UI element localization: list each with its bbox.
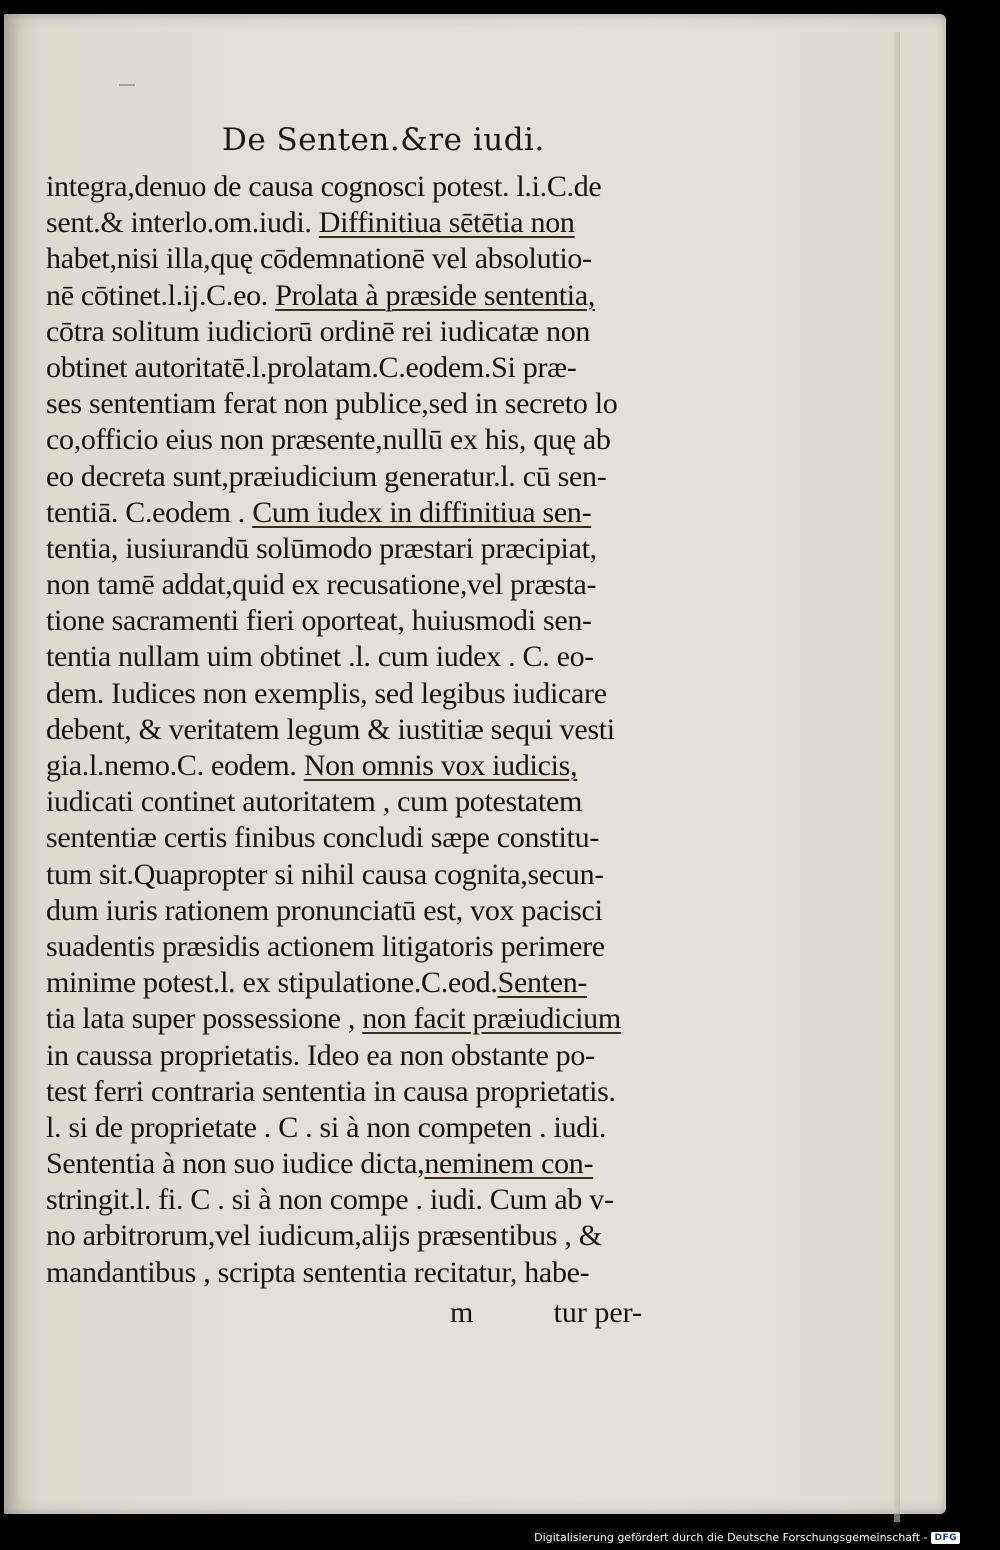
- text-line: [46, 748, 686, 784]
- text-segment: tione sacramenti fieri oporteat, huiusmodi sen-: [46, 604, 592, 638]
- text-segment: eo decreta sunt,præiudicium generatur.l. cū sen-: [46, 459, 607, 493]
- text-segment: test ferri contraria sententia in causa proprietatis.: [46, 1074, 616, 1108]
- text-segment: stringit.l. fi. C . si à non compe . iudi. Cum ab v-: [46, 1183, 614, 1217]
- text-line: [46, 1074, 686, 1110]
- text-line: [46, 241, 686, 277]
- text-segment: habet,nisi illa,quę cōdemnationē vel absolutio-: [46, 242, 592, 276]
- text-segment: mandantibus , scripta sententia recitatur, habe-: [46, 1255, 590, 1289]
- text-line: [46, 278, 686, 314]
- text-line: [46, 712, 686, 748]
- text-line: [46, 422, 686, 458]
- text-segment: nē cōtinet.l.ij.C.eo.: [46, 278, 276, 312]
- book-page: [4, 14, 946, 1514]
- text-segment: iudicati continet autoritatem , cum potestatem: [46, 785, 583, 819]
- text-line: [46, 1001, 686, 1037]
- catchword: tur per-: [553, 1296, 643, 1329]
- text-line: [46, 459, 686, 495]
- credit-text: Digitalisierung gefördert durch die Deutsche Forschungsgemeinschaft -: [534, 1531, 928, 1544]
- text-line: [46, 169, 686, 205]
- text-segment: tentia nullam uim obtinet .l. cum iudex . C. eo-: [46, 640, 594, 674]
- text-line: [46, 350, 686, 386]
- text-segment: dum iuris rationem pronunciatū est, vox pacisci: [46, 893, 603, 927]
- text-line: [46, 495, 686, 531]
- text-line: [46, 965, 686, 1001]
- page-edge: [894, 32, 900, 1522]
- text-segment: obtinet autoritatē.l.prolatam.C.eodem.Si præ-: [46, 350, 577, 384]
- text-segment: ses sententiam ferat non publice,sed in secreto lo: [46, 387, 618, 421]
- text-line: [46, 531, 686, 567]
- text-segment: tum sit.Quapropter si nihil causa cognita,secun-: [46, 857, 604, 891]
- text-line: [46, 205, 686, 241]
- text-segment: suadentis præsidis actionem litigatoris perimere: [46, 929, 605, 963]
- underlined-phrase: Cum iudex in diffinitiua sen-: [252, 495, 592, 529]
- text-line: [46, 1255, 686, 1291]
- text-line: [46, 603, 686, 639]
- running-head: De Senten.&re iudi.: [222, 122, 545, 158]
- text-line: [46, 1218, 686, 1254]
- body-text: [46, 169, 686, 1291]
- text-segment: sententiæ certis finibus concludi sæpe constitu-: [46, 821, 600, 855]
- text-segment: in caussa proprietatis. Ideo ea non obstante po-: [46, 1038, 595, 1072]
- stray-mark: [119, 84, 135, 86]
- text-line: [46, 857, 686, 893]
- underlined-phrase: neminem con-: [424, 1147, 594, 1181]
- text-segment: l. si de proprietate . C . si à non competen . iudi.: [46, 1110, 607, 1144]
- text-segment: debent, & veritatem legum & iustitiæ sequi vesti: [46, 712, 615, 746]
- text-segment: tentia, iusiurandū solūmodo præstari præcipiat,: [46, 531, 597, 565]
- text-segment: tia lata super possessione ,: [46, 1002, 363, 1036]
- signature-mark: m: [450, 1296, 474, 1329]
- underlined-phrase: non facit præiudicium: [362, 1002, 621, 1036]
- text-segment: dem. Iudices non exemplis, sed legibus iudicare: [46, 676, 607, 710]
- text-segment: sent.& interlo.om.iudi.: [46, 206, 319, 240]
- text-line: [46, 893, 686, 929]
- text-line: [46, 386, 686, 422]
- text-line: [46, 1182, 686, 1218]
- dfg-logo: DFG: [931, 1532, 960, 1544]
- text-line: [46, 1110, 686, 1146]
- underlined-phrase: Prolata à præside sententia,: [275, 278, 596, 312]
- underlined-phrase: Diffinitiua sētētia non: [318, 206, 575, 240]
- text-segment: no arbitrorum,vel iudicum,alijs præsentibus , &: [46, 1219, 602, 1253]
- text-line: [46, 567, 686, 603]
- text-segment: Sententia à non suo iudice dicta,: [46, 1147, 425, 1181]
- text-segment: gia.l.nemo.C. eodem.: [46, 749, 304, 782]
- digitization-credit: [534, 1531, 960, 1544]
- text-segment: minime potest.l. ex stipulatione.C.eod.: [46, 966, 498, 1000]
- catchword-line: [450, 1296, 710, 1330]
- text-line: [46, 929, 686, 965]
- text-line: [46, 639, 686, 675]
- text-line: [46, 784, 686, 820]
- text-line: [46, 314, 686, 350]
- text-segment: co,officio eius non præsente,nullū ex his, quę ab: [46, 423, 611, 457]
- text-line: [46, 676, 686, 712]
- text-segment: cōtra solitum iudiciorū ordinē rei iudicatæ non: [46, 314, 591, 348]
- underlined-phrase: Non omnis vox iudicis,: [303, 749, 578, 782]
- text-line: [46, 1146, 686, 1182]
- text-line: [46, 1038, 686, 1074]
- text-segment: non tamē addat,quid ex recusatione,vel præsta-: [46, 568, 597, 602]
- text-segment: tentiā. C.eodem .: [46, 495, 253, 529]
- underlined-phrase: Senten-: [497, 966, 588, 1000]
- text-segment: integra,denuo de causa cognosci potest. l.i.C.de: [46, 170, 602, 203]
- text-line: [46, 820, 686, 856]
